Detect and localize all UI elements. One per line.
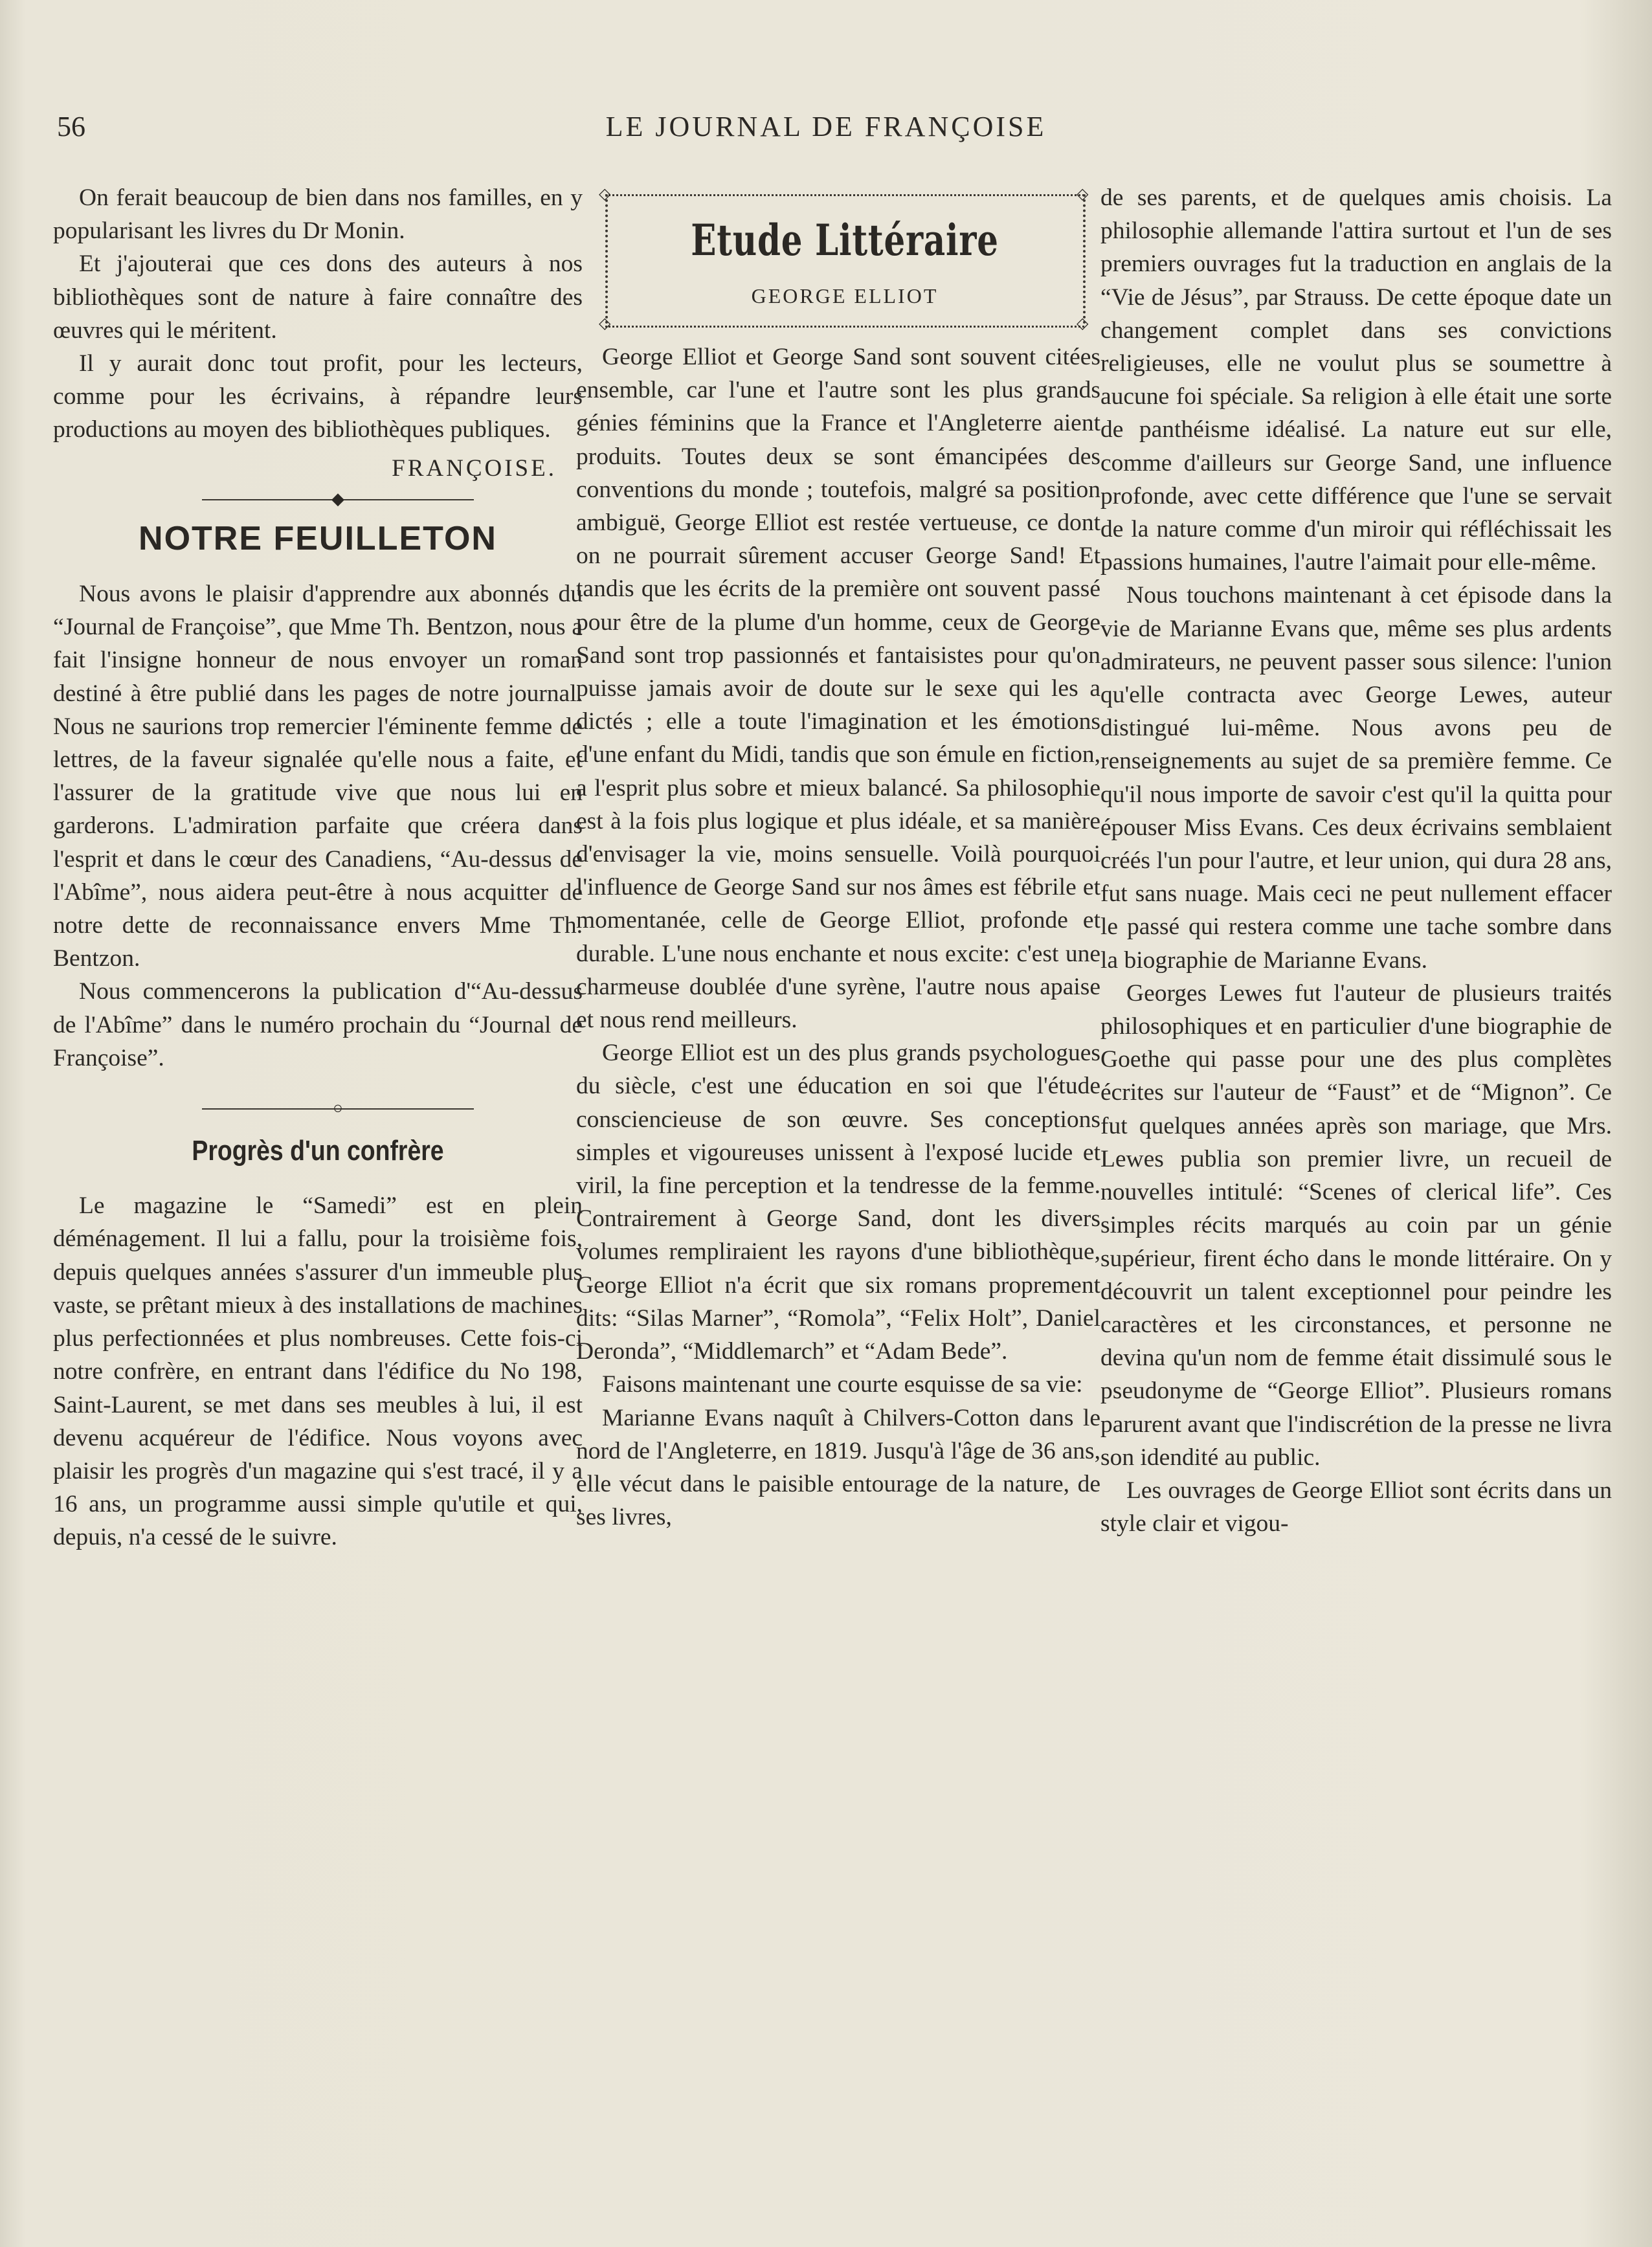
paragraph: On ferait beaucoup de bien dans nos familles, en y popularisant les livres du Dr Monin. [53, 184, 583, 245]
paragraph: Georges Lewes fut l'auteur de plusieurs traités philosophiques et en particulier d'une biographie de Goethe qui passe pour une des plus complètes écrites sur l'auteur de “Faust” et de “Mignon”. Ce fut quelques années après son mariage, que Mrs. Lewes publia son premier livre, un recueil de nouvelles intitulé: “Scenes of clerical life”. Ces simples récits marqués au coin par un génie supérieur, firent écho dans le monde littéraire. On y découvrit un talent exceptionnel pour peindre les caractères et les circonstances, et personne ne devina qu'un nom de femme était dissimulé sous le pseudonyme de “George Elliot”. Plusieurs romans parurent avant que l'indiscrétion de la presse ne livra son idendité au public. [1100, 979, 1612, 1471]
paragraph: Et j'ajouterai que ces dons des auteurs à nos bibliothèques sont de nature à faire connaître des œuvres qui le méritent. [53, 251, 583, 344]
title-box [576, 181, 1100, 334]
section-divider [53, 1098, 583, 1120]
diamond-ornament-icon: ◇ [1077, 315, 1089, 332]
paragraph: Les ouvrages de George Elliot sont écrits dans un style clair et vigou- [1100, 1477, 1612, 1537]
article-subtitle: GEORGE ELLIOT [751, 284, 939, 307]
page-number: 56 [57, 111, 85, 142]
column-middle [576, 181, 1100, 1534]
column-left [53, 181, 583, 1554]
paragraph: de ses parents, et de quelques amis choisis. La philosophie allemande l'attira surtout et l'un de ses premiers ouvrages fut la traduction en anglais de la “Vie de Jésus”, par Strauss. De cette époque date un changement complet dans ses convictions religieuses, elle ne voulut plus se soumettre à aucune foi spéciale. Sa religion à elle était une sorte de panthéisme idéalisé. La nature eut sur elle, comme d'ailleurs sur George Sand, une influence profonde, avec cette différence que l'une se servait de la nature comme d'un miroir qui réfléchissait les passions humaines, l'autre l'aimait pour elle-même. [1100, 184, 1612, 576]
diamond-ornament-icon: ◇ [599, 315, 611, 332]
column-right [1100, 181, 1612, 1540]
diamond-ornament-icon: ◇ [599, 186, 611, 203]
paragraph: Le magazine le “Samedi” est en plein déménagement. Il lui a fallu, pour la troisième fois, depuis quelques années s'assurer d'un immeuble plus vaste, se prêtant mieux à des installations de machines plus perfectionnées et plus nombreuses. Cette fois-ci notre confrère, en entrant dans l'édifice du No 198, Saint-Laurent, se met dans ses meubles à lui, il est devenu acquéreur de l'édifice. Nous voyons avec plaisir les progrès d'un magazine qui s'est tracé, il y a 16 ans, un programme aussi simple qu'utile et qui, depuis, n'a cessé de le suivre. [53, 1192, 583, 1551]
paragraph: George Elliot est un des plus grands psychologues du siècle, c'est une éducation en soi que l'étude consciencieuse de son œuvre. Ses conceptions simples et vigoureuses unissent à l'exposé lucide et viril, la fine perception et la tendresse de la femme. Contrairement à George Sand, dont les divers volumes rempliraient les rayons d'une bibliothèque, George Elliot n'a écrit que six romans proprement dits: “Silas Marner”, “Romola”, “Felix Holt”, Daniel Deronda”, “Middlemarch” et “Adam Bede”. [576, 1040, 1100, 1365]
paragraph: Nous touchons maintenant à cet épisode dans la vie de Marianne Evans que, même ses plus ardents admirateurs, ne peuvent passer sous silence: l'union qu'elle contracta avec George Lewes, auteur distingué lui-même. Nous avons peu de renseignements au sujet de sa première femme. Ce qu'il nous importe de savoir c'est qu'il la quitta pour épouser Miss Evans. Ces deux écrivains semblaient créés l'un pour l'autre, et leur union, qui dura 28 ans, fut sans nuage. Mais ceci ne peut nullement effacer le passé qui restera comme une tache sombre dans la biographie de Marianne Evans. [1100, 582, 1612, 974]
page-header [0, 110, 1652, 162]
circle-ornament-icon: ○ [333, 1099, 343, 1118]
diamond-ornament-icon: ◇ [1077, 186, 1089, 203]
paragraph: Faisons maintenant une courte esquisse de sa vie: [602, 1371, 1083, 1398]
progres-heading: Progrès d'un confrère [192, 1135, 444, 1167]
paragraph: Nous commencerons la publication d'“Au-dessus de l'Abîme” dans le numéro prochain du “Journal de Françoise”. [53, 978, 583, 1071]
paragraph: George Elliot et George Sand sont souvent citées ensemble, car l'une et l'autre sont les plus grands génies féminins que la France et l'Angleterre aient produits. Toutes deux se sont émancipées des conventions du monde ; toutefois, malgré sa position ambiguë, George Elliot est restée vertueuse, ce dont on ne pourrait sûrement accuser George Sand! Et tandis que les écrits de la première ont souvent passé pour être de la plume d'un homme, ceux de George Sand sont trop passionnés et fantaisistes pour qu'on puisse jamais avoir de doute sur le sexe qui les a dictés ; elle a toute l'imagination et les émotions d'une enfant du Midi, tandis que son émule en fiction, a l'esprit plus sobre et mieux balancé. Sa philosophie est à la fois plus logique et plus idéale, et sa manière d'envisager la vie, moins sensuelle. Voilà pourquoi l'influence de George Sand sur nos âmes est fébrile et momentanée, celle de George Elliot, profonde et durable. L'une nous enchante et nous excite: c'est une charmeuse doublée d'une syrène, l'autre nous apaise et nous rend meilleurs. [576, 344, 1100, 1034]
diamond-ornament-icon: ◆ [331, 489, 344, 508]
author-signature: FRANÇOISE. [392, 454, 557, 482]
paragraph: Il y aurait donc tout profit, pour les lecteurs, comme pour les écrivains, à répandre leurs productions au moyen des bibliothèques publiques. [53, 350, 583, 443]
running-title: LE JOURNAL DE FRANÇOISE [605, 111, 1047, 142]
paragraph: Nous avons le plaisir d'apprendre aux abonnés du “Journal de Françoise”, que Mme Th. Bentzon, nous a fait l'insigne honneur de nous envoyer un roman destiné à être publié dans les pages de notre journal. Nous ne saurions trop remercier l'éminente femme de lettres, de la faveur signalée qu'elle nous a faite, et l'assurer de la gratitude vive que nous lui en garderons. L'admiration parfaite que créera dans l'esprit et dans le cœur des Canadiens, “Au-dessus de l'Abîme”, nous aidera peut-être à nous acquitter de notre dette de reconnaissance envers Mme Th. Bentzon. [53, 581, 583, 972]
section-divider [53, 489, 583, 511]
paragraph: Marianne Evans naquît à Chilvers-Cotton dans le nord de l'Angleterre, en 1819. Jusqu'à l'âge de 36 ans, elle vécut dans le paisible entourage de la nature, de ses livres, [576, 1404, 1100, 1531]
feuilleton-heading: NOTRE FEUILLETON [139, 519, 497, 557]
article-title: Etude Littéraire [691, 215, 999, 265]
